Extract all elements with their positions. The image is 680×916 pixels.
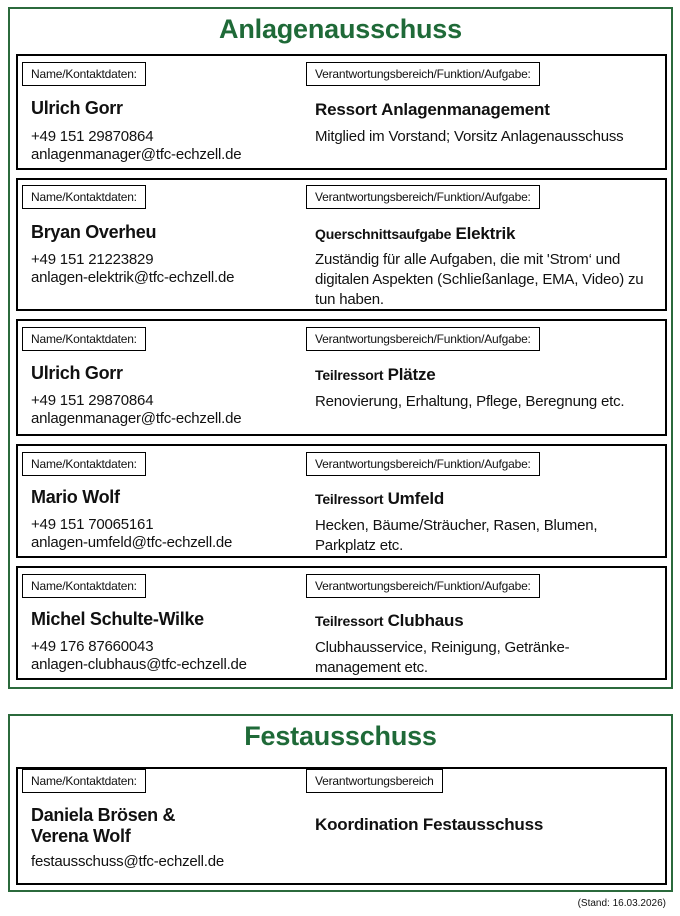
name-contact-label: Name/Kontaktdaten: (22, 452, 146, 476)
section-title: Anlagenausschuss (219, 14, 462, 44)
email-address[interactable]: anlagen-elektrik@tfc-echzell.de (31, 269, 235, 286)
email-address[interactable]: anlagenmanager@tfc-echzell.de (31, 410, 242, 427)
name-contact-label: Name/Kontaktdaten: (22, 327, 146, 351)
role-description: Clubhausservice, Reinigung, Getränke-management etc. (315, 639, 570, 676)
role-prefix: Teilressort (315, 491, 384, 507)
email-address[interactable]: anlagenmanager@tfc-echzell.de (31, 146, 242, 163)
role-description: Hecken, Bäume/Sträucher, Rasen, Blumen, Parkplatz etc. (315, 517, 598, 554)
responsibility-label: Verantwortungsbereich/Funktion/Aufgabe: (306, 62, 540, 86)
contact-card (16, 566, 667, 680)
role-prefix: Querschnittsaufgabe (315, 226, 452, 242)
responsibility-label: Verantwortungsbereich/Funktion/Aufgabe: (306, 327, 540, 351)
person-name: Ulrich Gorr (31, 363, 123, 383)
role-main: Koordination Festausschuss (315, 815, 544, 834)
role-main: Elektrik (455, 224, 516, 243)
phone-number: +49 151 29870864 (31, 392, 154, 409)
responsibility-label: Verantwortungsbereich/Funktion/Aufgabe: (306, 574, 540, 598)
role-prefix: Ressort (315, 100, 377, 119)
person-name: Mario Wolf (31, 487, 120, 507)
contact-card (16, 178, 667, 311)
person-name-line1: Daniela Brösen & (31, 805, 176, 825)
phone-number: +49 176 87660043 (31, 638, 154, 655)
responsibility-label: Verantwortungsbereich (306, 769, 443, 793)
role-main: Umfeld (387, 489, 445, 508)
role-title (315, 224, 515, 244)
stand-date: (Stand: 16.03.2026) (577, 898, 666, 909)
role-title (315, 100, 550, 120)
responsibility-label: Verantwortungsbereich/Funktion/Aufgabe: (306, 185, 540, 209)
role-title (315, 815, 543, 835)
person-name-line2: Verena Wolf (31, 826, 131, 846)
person-name: Michel Schulte-Wilke (31, 609, 204, 629)
contact-card (16, 319, 667, 436)
contact-card (16, 767, 667, 885)
contact-card (16, 54, 667, 170)
email-address[interactable]: anlagen-umfeld@tfc-echzell.de (31, 534, 233, 551)
phone-number: +49 151 21223829 (31, 251, 154, 268)
anlagenausschuss-section (8, 7, 673, 689)
role-description: Mitglied im Vorstand; Vorsitz Anlagenausschuss (315, 128, 624, 145)
name-contact-label: Name/Kontaktdaten: (22, 185, 146, 209)
role-title (315, 489, 444, 509)
festausschuss-section (8, 714, 673, 892)
phone-number: +49 151 29870864 (31, 128, 154, 145)
person-name: Ulrich Gorr (31, 98, 123, 118)
role-title (315, 611, 463, 631)
name-contact-label: Name/Kontaktdaten: (22, 62, 146, 86)
role-description: Zuständig für alle Aufgaben, die mit 'Strom‘ und digitalen Aspekten (Schließanlage, EMA, Video) zu tun haben. (315, 251, 644, 308)
role-main: Anlagenmanagement (381, 100, 550, 119)
role-main: Clubhaus (387, 611, 464, 630)
responsibility-label: Verantwortungsbereich/Funktion/Aufgabe: (306, 452, 540, 476)
email-address[interactable]: festausschuss@tfc-echzell.de (31, 853, 225, 870)
name-contact-label: Name/Kontaktdaten: (22, 769, 146, 793)
role-description: Renovierung, Erhaltung, Pflege, Beregnung etc. (315, 393, 625, 410)
role-prefix: Teilressort (315, 367, 384, 383)
section-title: Festausschuss (244, 721, 437, 751)
role-title (315, 365, 436, 385)
phone-number: +49 151 70065161 (31, 516, 154, 533)
name-contact-label: Name/Kontaktdaten: (22, 574, 146, 598)
role-prefix: Teilressort (315, 613, 384, 629)
email-address[interactable]: anlagen-clubhaus@tfc-echzell.de (31, 656, 247, 673)
contact-card (16, 444, 667, 558)
person-name: Bryan Overheu (31, 222, 157, 242)
role-main: Plätze (387, 365, 436, 384)
